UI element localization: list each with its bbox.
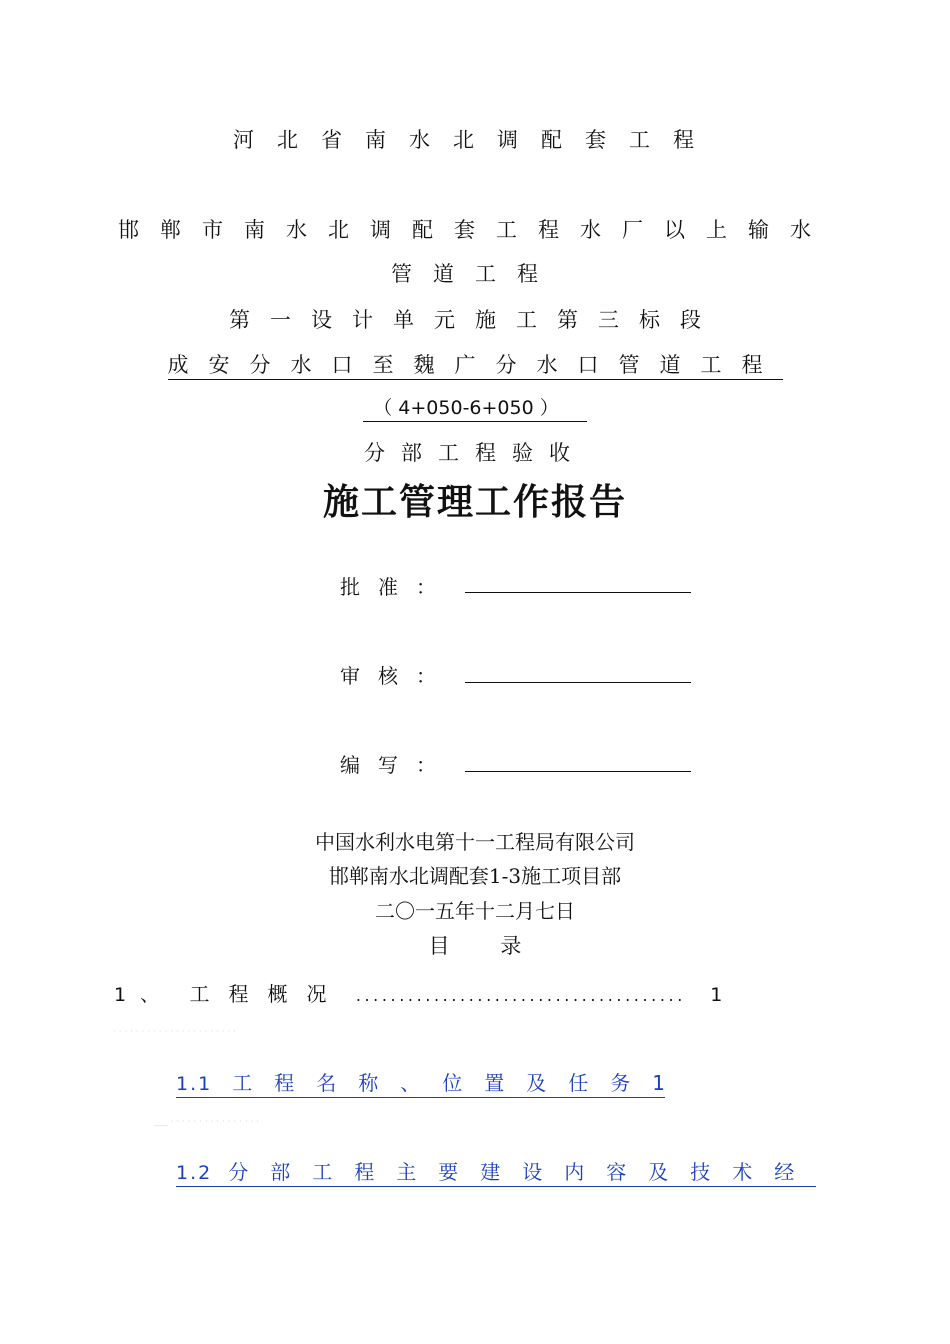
company-name-text: 中国水利水电第十一工程局有限公司: [315, 830, 635, 854]
review-line: [465, 682, 691, 683]
write-label: 编写：: [340, 753, 454, 777]
project-department-text: 邯郸南水北调配套1-3施工项目部: [328, 864, 622, 888]
write-line: [465, 771, 691, 772]
header-line-6-text: 分部工程验收: [364, 441, 586, 465]
header-line-2a: [0, 214, 950, 244]
header-line-4: [0, 349, 950, 379]
toc-item-1-1[interactable]: [176, 1067, 665, 1096]
report-date: [0, 895, 950, 924]
header-line-6: [0, 437, 950, 467]
header-line-5: [0, 393, 950, 420]
toc-item-1-2[interactable]: [176, 1156, 816, 1185]
header-line-3: [0, 304, 950, 334]
toc-item-1-1-title: 工程名称、位置及任务: [232, 1071, 653, 1095]
company-name: [0, 826, 950, 855]
toc-item-1-2-link[interactable]: [176, 1160, 816, 1187]
approve-line: [465, 592, 691, 593]
toc-item-1-leader: ......................................: [355, 986, 686, 1005]
project-department: [0, 860, 950, 889]
toc-item-1-1-link[interactable]: [176, 1071, 665, 1098]
faint-artifact-2: ___ · · · · · · · · · · · · · · · ·: [154, 1117, 260, 1127]
header-line-2a-text: 邯郸市南水北调配套工程水厂以上输水: [118, 218, 832, 242]
header-line-2b: [0, 258, 950, 288]
header-line-2b-text: 管道工程: [391, 262, 559, 286]
chainage-range: （ 4+050-6+050 ）: [363, 397, 586, 422]
toc-item-1-page: 1: [710, 984, 723, 1006]
toc-item-1-number: 1、: [114, 984, 174, 1006]
report-date-text: 二〇一五年十二月七日: [375, 899, 575, 923]
header-line-1-text: 河北省南水北调配套工程: [233, 128, 717, 152]
toc-heading-text: 目 录: [428, 934, 544, 958]
report-title-text: 施工管理工作报告: [322, 482, 627, 523]
toc-item-1[interactable]: [114, 978, 722, 1007]
toc-item-1-title: 工程概况: [189, 982, 346, 1006]
toc-item-1-2-title: 分部工程主要建设内容及技术经: [228, 1160, 817, 1184]
review-label: 审核：: [340, 664, 454, 688]
header-line-1: [0, 124, 950, 154]
project-name: 成安分水口至魏广分水口管道工程: [168, 353, 783, 380]
toc-item-1-2-number: 1.2: [176, 1162, 213, 1184]
header-line-3-text: 第一设计单元施工第三标段: [229, 308, 721, 332]
toc-item-1-1-number: 1.1: [176, 1073, 213, 1095]
toc-heading: [0, 930, 950, 960]
report-title: [0, 474, 950, 525]
toc-item-1-1-page: 1: [652, 1071, 665, 1095]
faint-artifact-1: · · · · · · · · · · · · · · · · · · · · · ·: [113, 1027, 237, 1037]
approve-label: 批准：: [340, 575, 454, 599]
